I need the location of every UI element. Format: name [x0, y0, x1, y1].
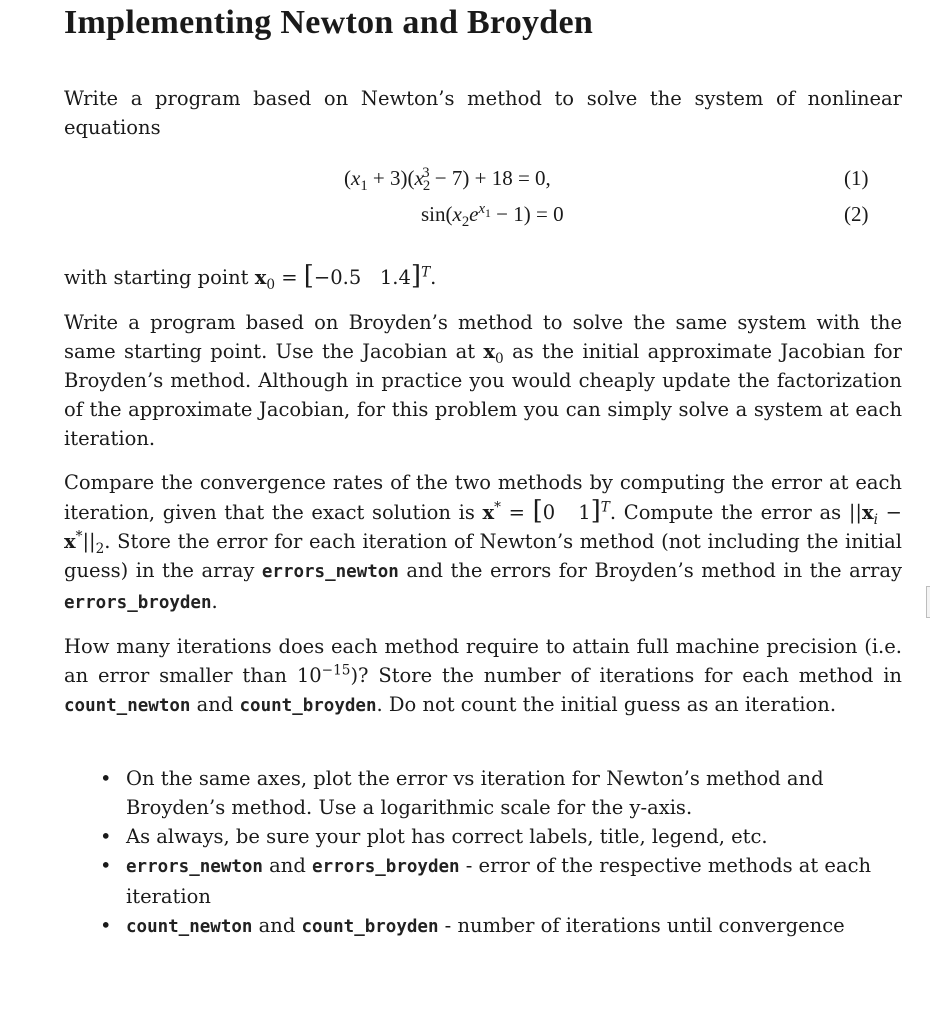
- broyden-text-2: as the initial approximate Jacobian for Broyden’s method. Although in practice you would cheaply update the factorization of the approximate Jacobian, for this problem you can simply solve a system at each iteration.: [64, 340, 902, 450]
- broyden-text-1: Write a program based on Broyden’s method to solve the same system with the same starting point. Use the Jacobian at: [64, 311, 902, 363]
- bullet-icon: •: [100, 914, 112, 937]
- compare-text-5: .: [211, 590, 218, 613]
- list-item: [64, 764, 902, 822]
- code-count-broyden: count_broyden: [239, 696, 377, 716]
- list-item-text: As always, be sure your plot has correct labels, title, legend, etc.: [126, 825, 768, 848]
- list-item: [64, 822, 902, 851]
- code-count-newton: count_newton: [64, 696, 191, 716]
- list-item-text: and: [252, 914, 302, 937]
- intro-text: Write a program based on Newton’s method to solve the system of nonlinear equations: [64, 87, 902, 139]
- equation-1-number: (1): [844, 166, 869, 190]
- list-item-text: On the same axes, plot the error vs iteration for Newton’s method and Broyden’s method. Use a logarithmic scale for the y-axis.: [126, 767, 824, 819]
- list-item: [64, 851, 902, 911]
- bullet-icon: •: [100, 767, 112, 790]
- compare-text-4: and the errors for Broyden’s method in the array: [398, 559, 903, 582]
- code-errors-newton: errors_newton: [126, 857, 263, 877]
- code-count-newton: count_newton: [126, 917, 253, 937]
- iterations-text-3: . Do not count the initial guess as an iteration.: [376, 693, 837, 716]
- iterations-text-1: How many iterations does each method require to attain full machine precision (i.e. an error smaller than: [64, 635, 902, 687]
- starting-point-text: with starting point: [64, 266, 255, 289]
- solution-y-value: 1: [578, 501, 591, 524]
- start-x-value: −0.5: [313, 266, 362, 289]
- iterations-text-and: and: [190, 693, 240, 716]
- page-title: Implementing Newton and Broyden: [64, 4, 594, 41]
- bullet-icon: •: [100, 825, 112, 848]
- compare-text-3: . Store the error for each iteration of Newton’s method (not including the initial guess) in the array: [64, 530, 902, 582]
- bullet-icon: •: [100, 854, 112, 877]
- iterations-paragraph: How many iterations does each method require to attain full machine precision (i.e. an error smaller than $10^{-15}$)? Store the number of iterations for each method in count_newton and count_broyden. Do not count the initial guess as an iteration.: [64, 635, 902, 716]
- list-item: [64, 911, 902, 942]
- equation-1: $(x_1 + 3)(x_2^3 - 7) + 18 = 0$,: [344, 165, 551, 195]
- starting-point-paragraph: with starting point $x_0 = [-0.5$ 1.4]$^T$.: [64, 261, 437, 293]
- list-item-text: - error of the respective methods at each iteration: [126, 854, 872, 908]
- equation-2-number: (2): [844, 202, 869, 226]
- solution-x-value: 0: [542, 501, 556, 524]
- code-count-broyden: count_broyden: [301, 917, 439, 937]
- requirements-list: [64, 764, 902, 942]
- code-errors-broyden: errors_broyden: [64, 593, 212, 613]
- intro-paragraph: [64, 84, 902, 142]
- start-y-value: 1.4: [379, 266, 411, 289]
- scrollbar-thumb[interactable]: [926, 586, 930, 618]
- list-item-text: - number of iterations until convergence: [438, 914, 845, 937]
- code-errors-newton: errors_newton: [261, 562, 399, 582]
- list-item-text: and: [262, 854, 313, 877]
- iterations-text-2: )? Store the number of iterations for each method in: [350, 664, 902, 687]
- compare-paragraph: Compare the convergence rates of the two methods by computing the error at each iteration, given that the exact solution is x* = [0 1]$^T$. Compute the error as $||x_i - x^*||_2$. Store the error for each iteration of Newton’s method (not including the initial guess) in the array errors_newton and the errors for Broyden’s method in the array errors_broyden.: [64, 471, 903, 613]
- equation-2: $\sin(x_2e^{x_1} - 1) = 0$: [421, 201, 564, 231]
- compare-text-1: Compare the convergence rates of the two methods by computing the error at each iteration, given that the exact solution is: [64, 471, 902, 524]
- broyden-paragraph: Write a program based on Broyden’s method to solve the same system with the same starting point. Use the Jacobian at $x_0$ as the initial approximate Jacobian for Broyden’s method. Although in practice you would cheaply update the factorization of the approximate Jacobian, for this problem you can simply solve a system at each iteration.: [64, 311, 902, 450]
- compare-text-2: . Compute the error as: [609, 501, 849, 524]
- code-errors-broyden: errors_broyden: [312, 857, 460, 877]
